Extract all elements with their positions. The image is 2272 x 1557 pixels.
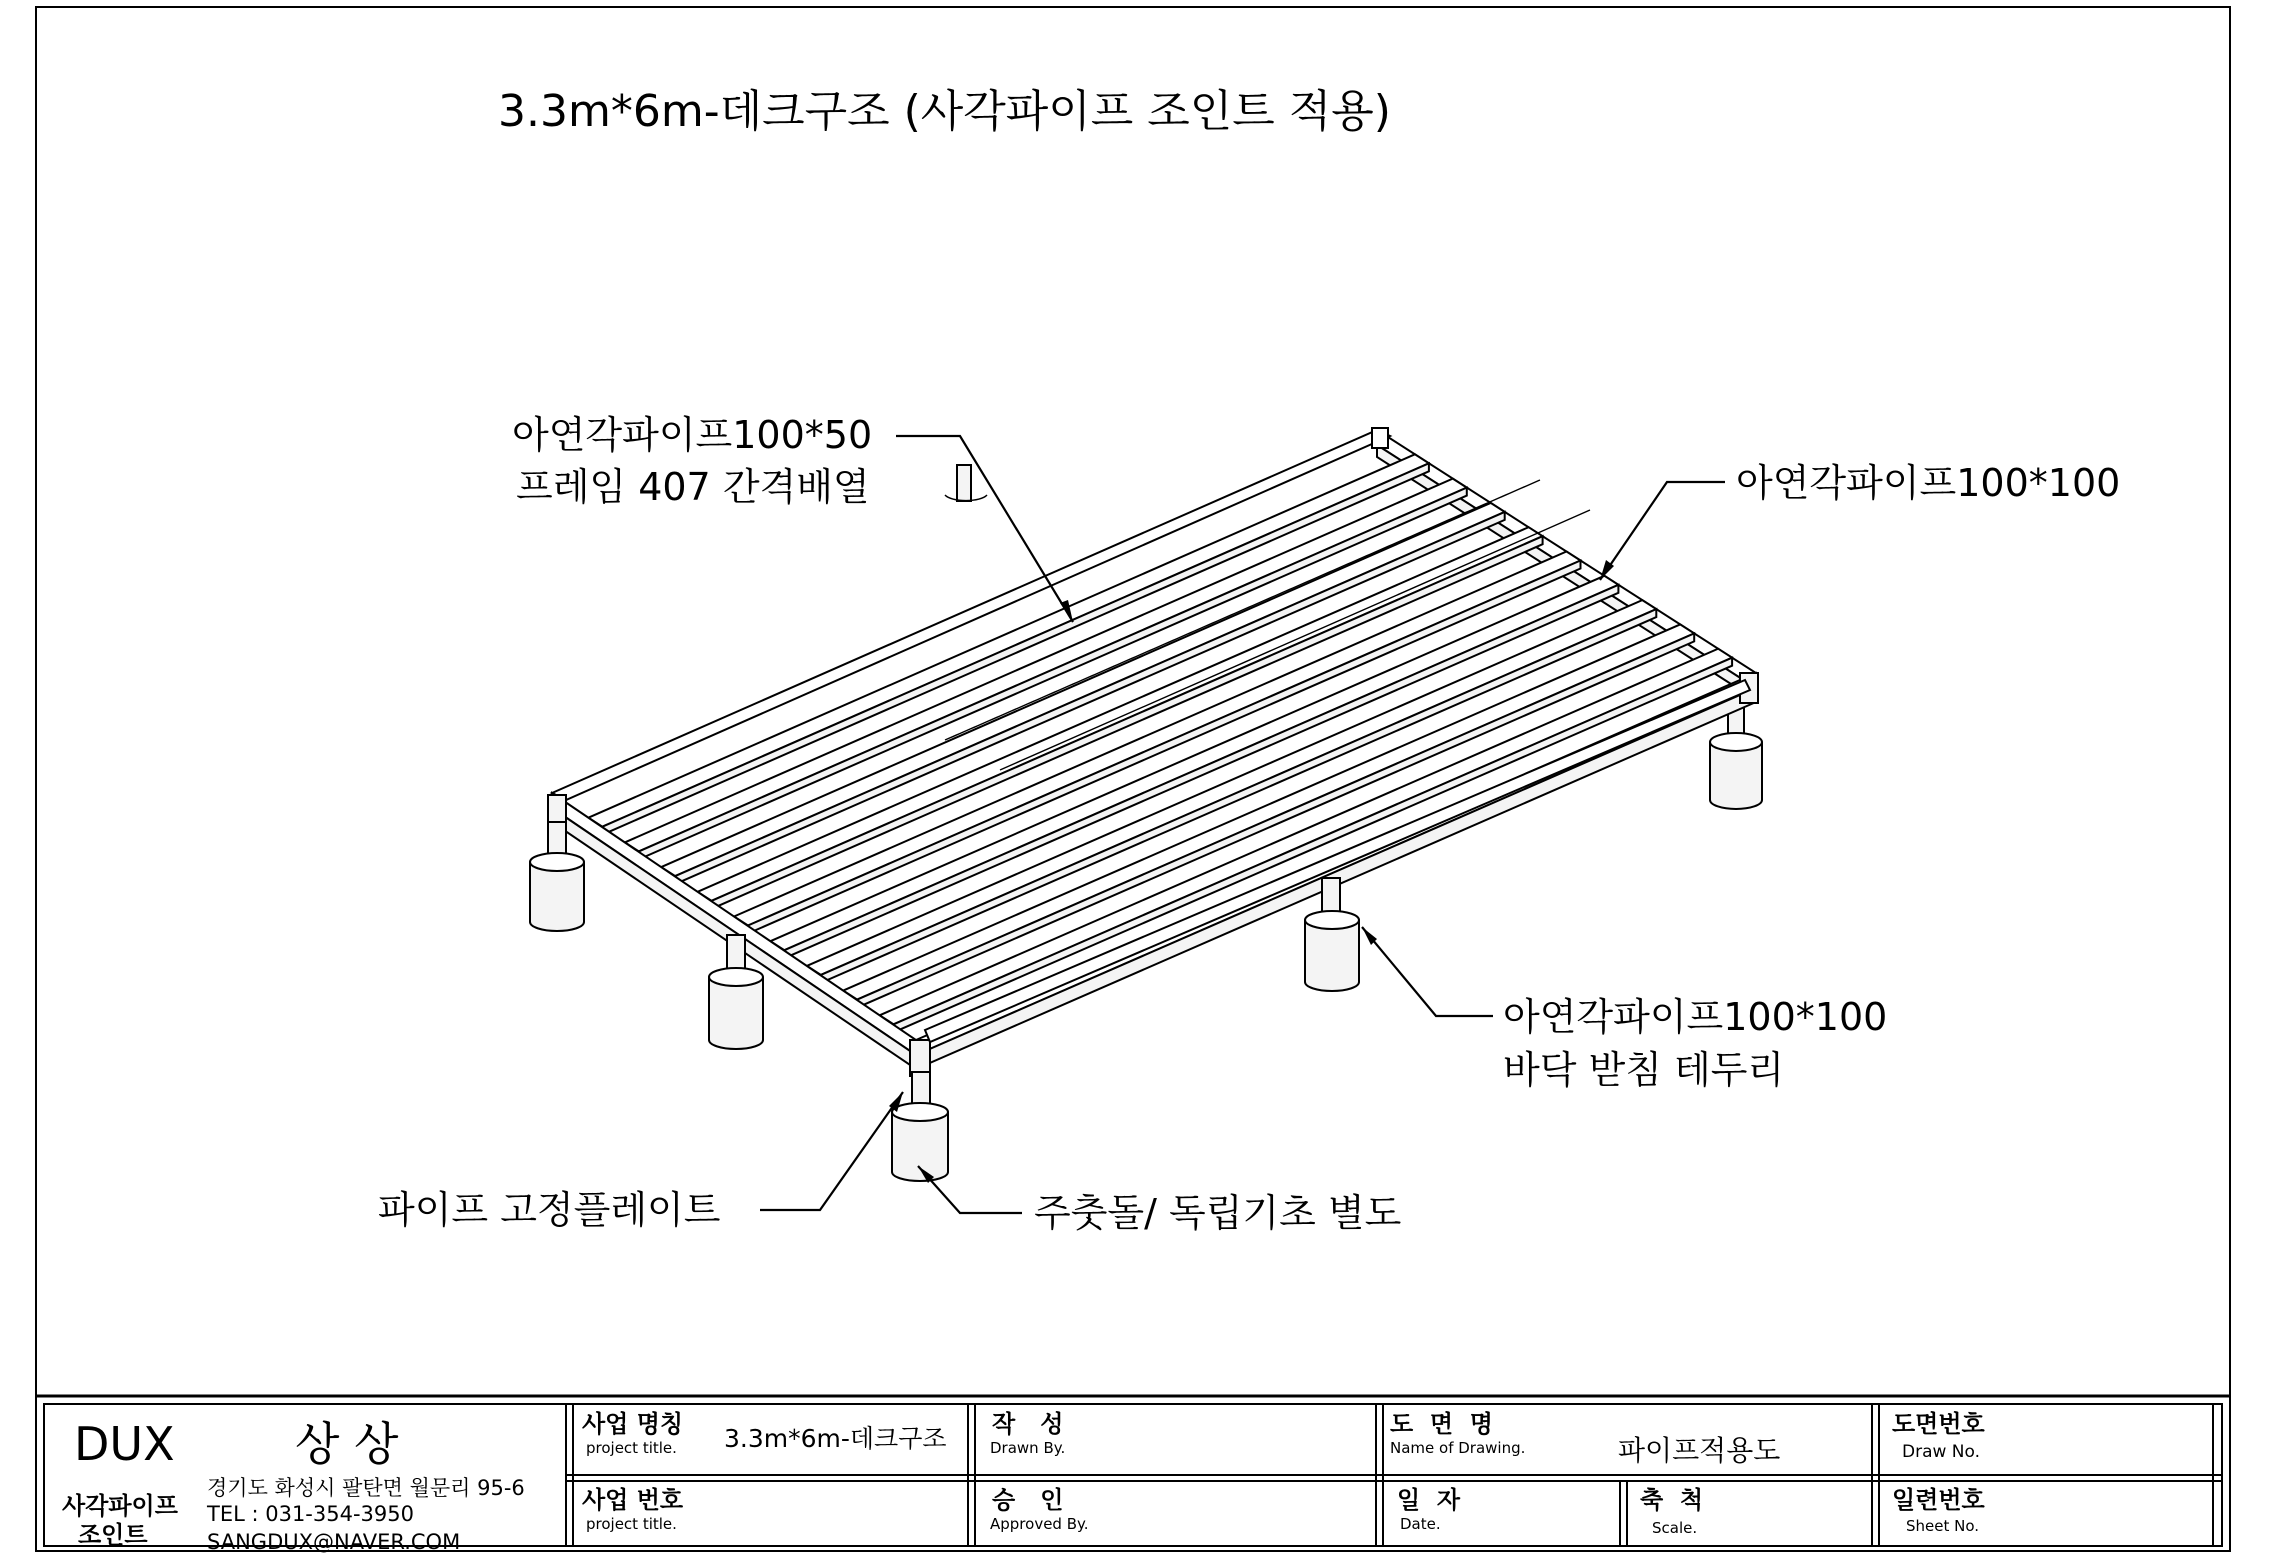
- draw-no-label-en: Draw No.: [1902, 1442, 1981, 1462]
- company-tel: TEL : 031-354-3950: [207, 1502, 414, 1526]
- callout-outer-pipe-label: 아연각파이프100*100: [1736, 461, 2121, 505]
- callout-outer-pipe: [1600, 461, 2120, 580]
- project-title-label: 사업 명칭: [582, 1410, 684, 1438]
- sheet-no-label: 일련번호: [1892, 1486, 1985, 1514]
- project-no-label: 사업 번호: [582, 1486, 684, 1514]
- product-line2: 조인트: [78, 1521, 148, 1549]
- drawing-name-label-en: Name of Drawing.: [1390, 1439, 1526, 1457]
- drawing-name-label: 도 면 명: [1390, 1410, 1493, 1438]
- sheet-no-label-en: Sheet No.: [1906, 1517, 1980, 1535]
- project-no-label-en: project title.: [586, 1515, 677, 1533]
- callout-footing-label: 주춧돌/ 독립기초 별도: [1034, 1191, 1402, 1235]
- company-logo-text: DUX: [74, 1417, 175, 1471]
- sheet-border: [36, 7, 2230, 1551]
- callout-frame-pipe-line1: 아연각파이프100*50: [512, 413, 873, 457]
- corner-post-left: [548, 795, 566, 825]
- approved-by-label: 승 인: [992, 1486, 1064, 1514]
- drawn-by-label: 작 성: [992, 1410, 1064, 1438]
- callout-base-pipe-line2: 바닥 받침 테두리: [1503, 1048, 1785, 1092]
- date-label: 일 자: [1397, 1486, 1461, 1514]
- corner-post-front: [910, 1040, 930, 1076]
- callout-base-pipe-line1: 아연각파이프100*100: [1503, 995, 1888, 1039]
- company-address: 경기도 화성시 팔탄면 월문리 95-6: [207, 1476, 525, 1500]
- drawing-name-value: 파이프적용도: [1618, 1434, 1781, 1467]
- company-email: SANGDUX@NAVER.COM: [207, 1530, 461, 1554]
- project-title-label-en: project title.: [586, 1439, 677, 1457]
- drawing-title: 3.3m*6m-데크구조 (사각파이프 조인트 적용): [498, 86, 1391, 137]
- callout-fixing-plate-label: 파이프 고정플레이트: [378, 1188, 721, 1232]
- date-label-en: Date.: [1400, 1515, 1441, 1533]
- scale-label: 축 척: [1640, 1486, 1704, 1514]
- title-block: [36, 1396, 2230, 1554]
- callout-frame-pipe-line2: 프레임 407 간격배열: [516, 465, 870, 509]
- approved-by-label-en: Approved By.: [990, 1515, 1089, 1533]
- footing-front-corner: [892, 1072, 948, 1181]
- callout-footing: [918, 1166, 1401, 1235]
- product-line1: 사각파이프: [62, 1492, 178, 1520]
- draw-no-label: 도면번호: [1892, 1410, 1985, 1438]
- drawn-by-label-en: Drawn By.: [990, 1439, 1066, 1457]
- callout-frame-pipe: [512, 413, 1073, 622]
- company-name: 상 상: [295, 1417, 399, 1471]
- callout-base-pipe: [1362, 927, 1887, 1092]
- callout-fixing-plate: [378, 1092, 903, 1232]
- corner-post-back: [1372, 428, 1388, 448]
- scale-label-en: Scale.: [1652, 1519, 1698, 1537]
- project-title-value: 3.3m*6m-데크구조: [724, 1424, 947, 1453]
